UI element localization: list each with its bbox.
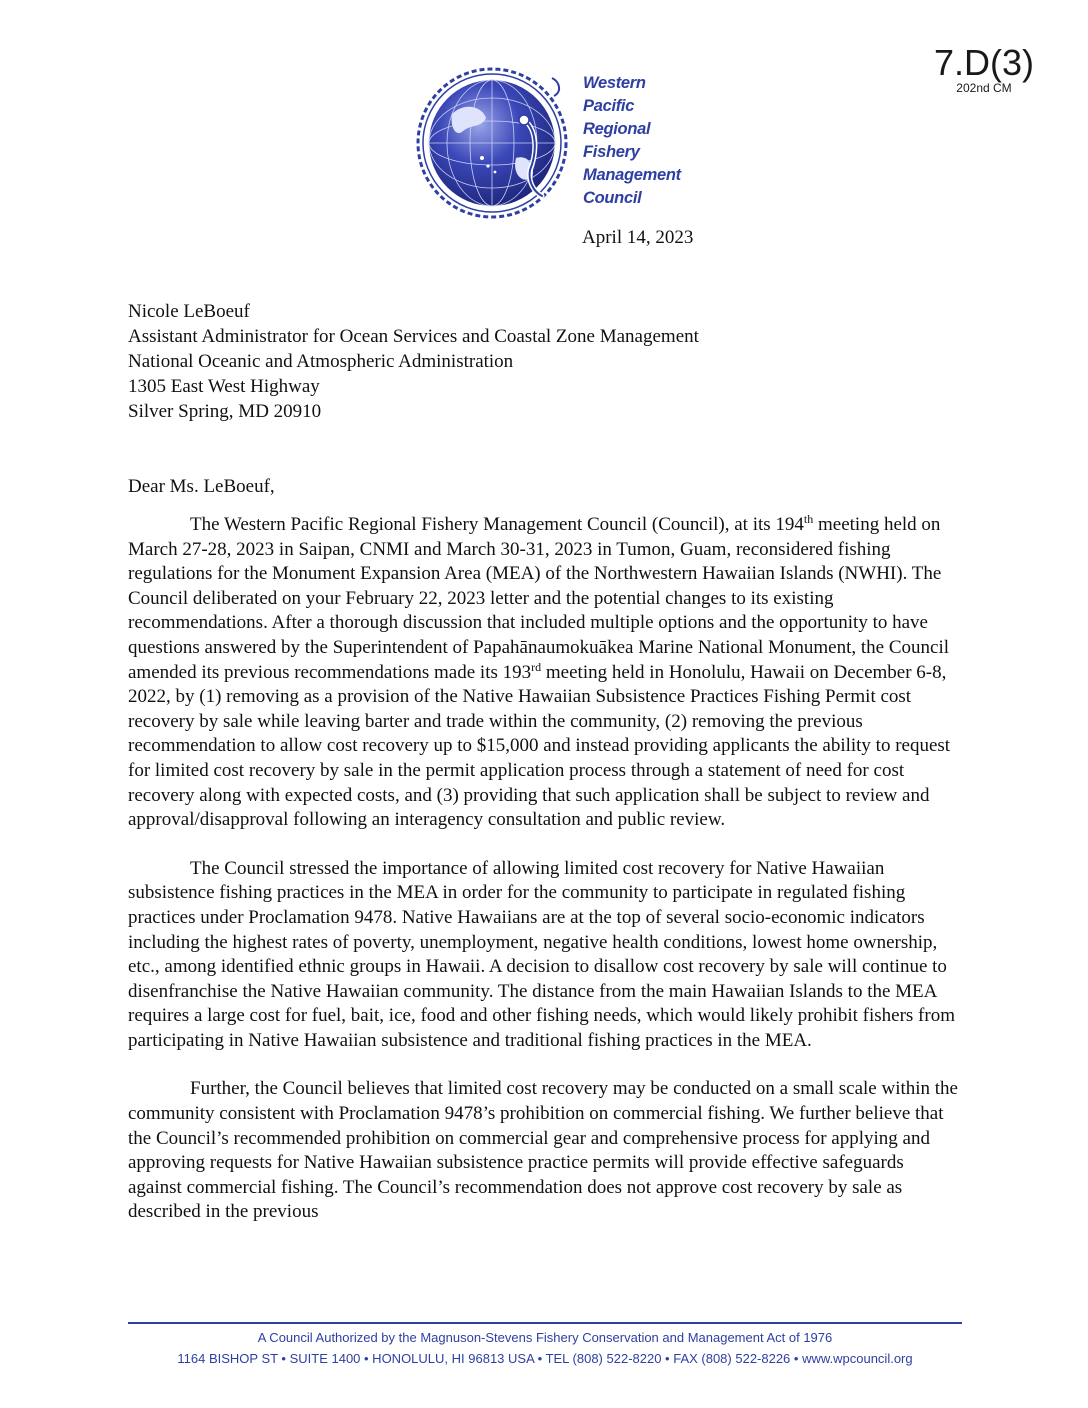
paragraph-3: Further, the Council believes that limited cost recovery may be conducted on a small scale within the community consistent with Proclamation 9478’s prohibition on commercial fishing. We further believe that the Council’s recommended prohibition on commercial gear and comprehensive process for applying and approving requests for Native Hawaiian subsistence practice permits will provide effective safeguards against commercial fishing. The Council’s recommendation does not approve cost recovery by sale as described in the previous (128, 1078, 958, 1223)
org-name-line: Western (583, 74, 646, 92)
recipient-title: Assistant Administrator for Ocean Services and Coastal Zone Management (128, 326, 699, 347)
organization-name (583, 72, 681, 210)
ordinal-suffix: rd (531, 659, 542, 674)
paragraph-2: The Council stressed the importance of allowing limited cost recovery for Native Hawaiian subsistence fishing practices in the MEA in order for the community to participate in regulated fishing practices under Proclamation 9478. Native Hawaiians are at the top of several socio-economic indicators including the highest rates of poverty, unemployment, negative health conditions, lowest home ownership, etc., among identified ethnic groups in Hawaii. A decision to disallow cost recovery by sale will continue to disenfranchise the Native Hawaiian community. The distance from the main Hawaiian Islands to the MEA requires a large cost for fuel, bait, ice, food and other fishing needs, which would likely prohibit fishers from participating in Native Hawaiian subsistence and traditional fishing practices in the MEA. (128, 857, 955, 1051)
salutation: Dear Ms. LeBoeuf, (128, 476, 275, 497)
footer-authorization: A Council Authorized by the Magnuson-Stevens Fishery Conservation and Management Act of 1976 (257, 1330, 833, 1345)
ordinal-suffix: th (803, 512, 814, 526)
org-name-line: Fishery (583, 143, 640, 161)
footer-contact: 1164 BISHOP ST • SUITE 1400 • HONOLULU, HI 96813 USA • TEL (808) 522-8220 • FAX (808) 522-8226 • www.wpcouncil.org (177, 1351, 913, 1366)
paragraph-1 (128, 513, 958, 833)
letter-date: April 14, 2023 (582, 227, 694, 248)
recipient-agency: National Oceanic and Atmospheric Administration (128, 351, 514, 372)
paragraph-text: meeting held on March 27-28, 2023 in Saipan, CNMI and March 30-31, 2023 in Tumon, Guam, reconsidered fishing regulations for the Monument Expansion Area (MEA) of the Northwestern Hawaiian Islands (NWHI). The Council deliberated on your February 22, 2023 letter and the potential changes to its existing recommendations. After a thorough discussion that included multiple options and the opportunity to have questions answered by the Superintendent of Papahānaumokuākea Marine National Monument, the Council amended its previous recommendations made its 193 (128, 514, 950, 683)
agenda-item-code: 7.D(3) (933, 42, 1034, 83)
globe-logo-icon (412, 62, 574, 224)
org-name-line: Pacific (583, 97, 635, 115)
org-name-line: Management (583, 166, 681, 184)
paragraph-text: meeting held in Honolulu, Hawaii on December 6-8, 2022, by (1) removing as a provision of the Native Hawaiian Subsistence Practices Fishing Permit cost recovery by sale while leaving barter and trade within the community, (2) removing the previous recommendation to allow cost recovery up to $15,000 and instead providing applicants the ability to request for limited cost recovery by sale in the permit application process through a statement of need for cost recovery along with expected costs, and (3) providing that such application shall be subject to review and approval/disapproval following an interagency consultation and public review. (128, 661, 951, 831)
letter-body (128, 513, 958, 1225)
recipient-name: Nicole LeBoeuf (128, 301, 250, 322)
paragraph-text: The Western Pacific Regional Fishery Management Council (Council), at its 194 (190, 514, 804, 535)
recipient-city: Silver Spring, MD 20910 (128, 401, 322, 422)
recipient-street: 1305 East West Highway (128, 376, 320, 397)
agenda-tag (934, 44, 1034, 95)
recipient-address (128, 299, 699, 424)
org-name-line: Council (583, 189, 642, 207)
agenda-meeting-label: 202nd CM (956, 81, 1012, 95)
org-name-line: Regional (583, 120, 651, 138)
letterhead-footer (128, 1322, 962, 1369)
